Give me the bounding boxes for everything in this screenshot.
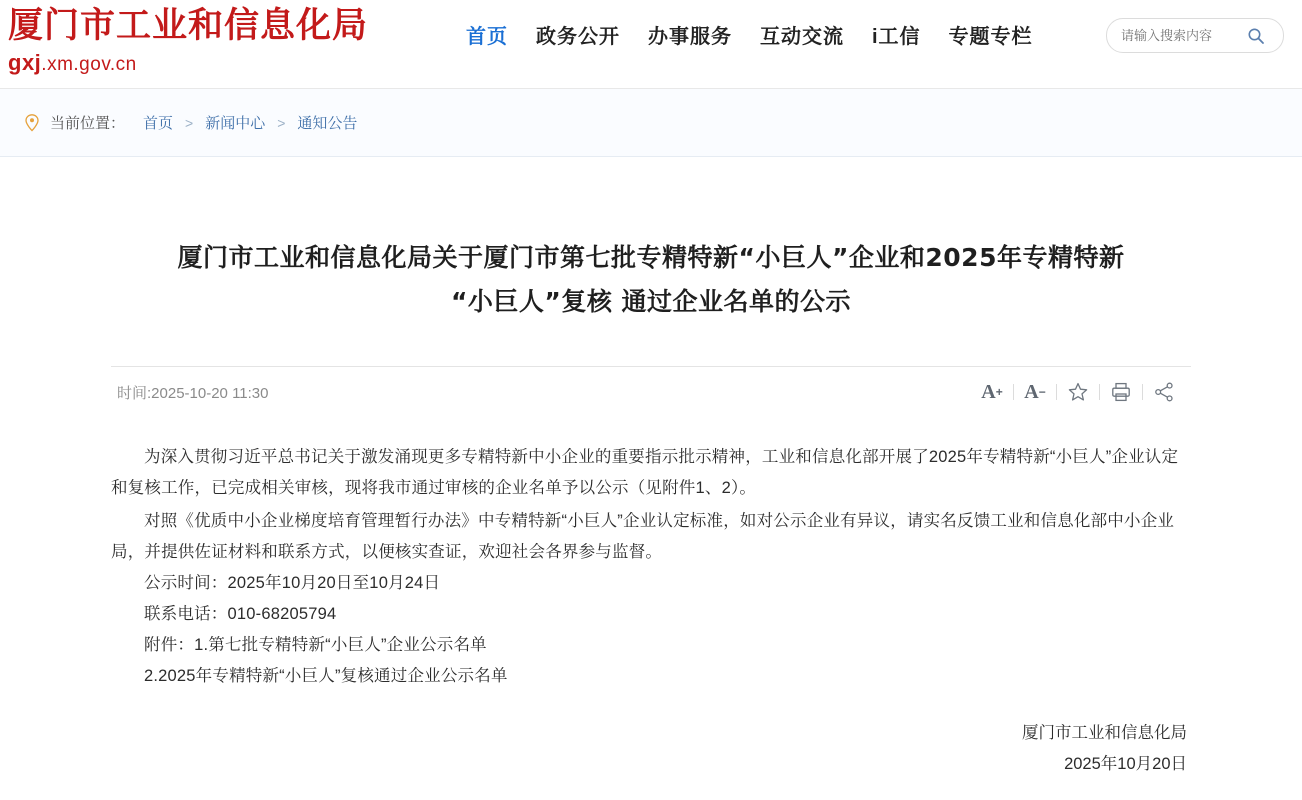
breadcrumb [0,89,1302,157]
nav-item-home[interactable]: 首页 [466,26,508,48]
nav-item-interaction[interactable]: 互动交流 [760,26,844,48]
article-meta [111,366,1191,418]
site-header [0,0,1302,89]
breadcrumb-item-announcements[interactable]: 通知公告 [297,115,358,132]
print-icon[interactable] [1100,378,1142,406]
publish-time: 时间:2025-10-20 11:30 [117,384,269,402]
page-title-line1: 厦门市工业和信息化局关于厦门市第七批专精特新“小巨人”企业和2025年专精特新 [177,242,1125,272]
site-logo-domain [8,50,448,76]
font-increase-icon[interactable] [971,378,1013,406]
article-info-line-1: 公示时间：2025年10月20日至10月24日 [144,573,441,592]
nav-item-government-affairs[interactable]: 政务公开 [536,26,620,48]
signature-date: 2025年10月20日 [1064,754,1187,773]
breadcrumb-separator: > [185,114,194,131]
favorite-star-icon[interactable] [1057,378,1099,406]
article-attachment-1: 附件：1.第七批专精特新“小巨人”企业公示名单 [144,635,487,654]
article-paragraph-1: 为深入贯彻习近平总书记关于激发涌现更多专精特新中小企业的重要指示批示精神，工业和信息化部开展了2025年专精特新“小巨人”企业认定和复核工作，已完成相关审核，现将我市通过审核的企业名单予以公示（见附件1、2）。 [111,447,1179,497]
site-logo-domain-suffix: .xm.gov.cn [41,54,137,75]
signature-org: 厦门市工业和信息化局 [1022,723,1187,742]
article-tools [971,378,1185,406]
site-logo[interactable] [8,4,448,76]
location-pin-icon [24,113,40,133]
nav-item-services[interactable]: 办事服务 [648,26,732,48]
nav-item-special-topics[interactable]: 专题专栏 [948,26,1033,48]
breadcrumb-separator: > [277,114,286,131]
article-paragraph-2: 对照《优质中小企业梯度培育管理暂行办法》中专精特新“小巨人”企业认定标准，如对公示企业有异议，请实名反馈工业和信息化部中小企业局，并提供佐证材料和联系方式，以便核实查证，欢迎社会各界参与监督。 [111,511,1175,561]
nav-item-igongxin[interactable]: i工信 [872,26,921,48]
breadcrumb-item-home[interactable]: 首页 [143,115,174,132]
article-body [111,442,1191,692]
search-input[interactable] [1107,27,1241,44]
site-logo-domain-prefix: gxj [8,50,42,75]
search-icon[interactable] [1245,25,1267,47]
article-info-line-2: 联系电话：010-68205794 [144,604,337,623]
site-logo-title: 厦门市工业和信息化局 [8,5,369,46]
share-icon[interactable] [1143,378,1185,406]
article-signature [111,718,1191,780]
font-decrease-icon[interactable] [1014,378,1056,406]
main-nav [466,20,1033,49]
article [111,157,1191,780]
page-title [111,236,1191,324]
font-increase-label: A [981,380,996,403]
breadcrumb-item-news-center[interactable]: 新闻中心 [205,115,266,132]
font-decrease-sup: − [1038,385,1046,400]
page-title-line2: “小巨人”复核 通过企业名单的公示 [450,286,852,316]
breadcrumb-label: 当前位置： [50,115,126,132]
font-increase-sup: + [995,385,1003,400]
font-decrease-label: A [1024,380,1039,403]
search-box[interactable] [1106,18,1284,53]
article-attachment-2: 2.2025年专精特新“小巨人”复核通过企业公示名单 [144,666,508,685]
